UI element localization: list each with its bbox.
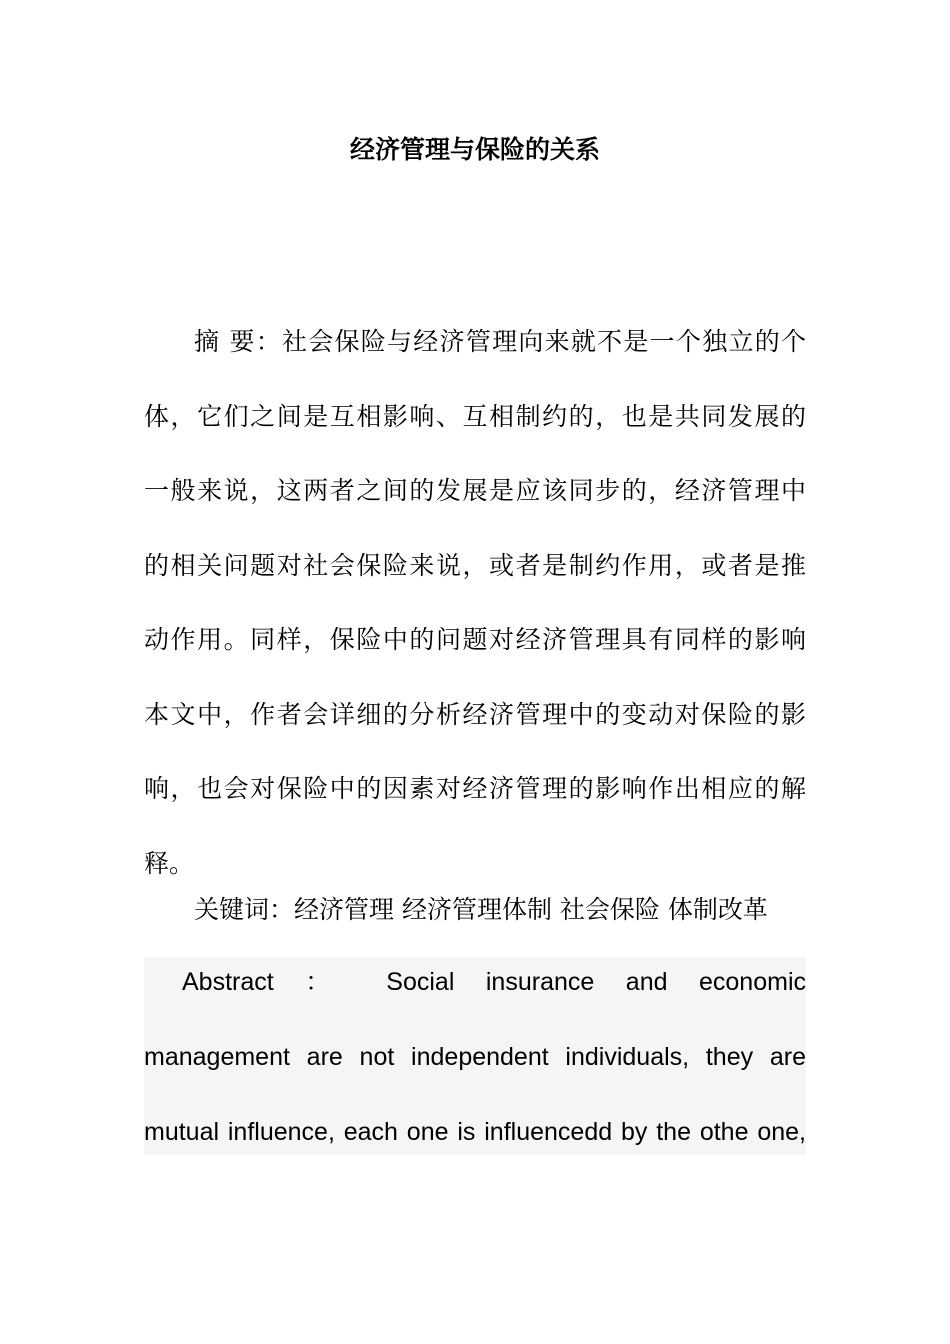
keywords — [194, 890, 768, 930]
abstract-label: 摘 要： — [194, 327, 282, 356]
abstract-line: 释。 — [144, 848, 195, 878]
keywords-label: 关键词： — [194, 895, 295, 924]
abstract-line: 响，也会对保险中的因素对经济管理的影响作出相应的解 — [144, 774, 806, 803]
abstract-line: 本文中，作者会详细的分析经济管理中的变动对保险的影 — [144, 699, 806, 729]
chinese-abstract — [144, 305, 806, 901]
abstract-line: 一般来说，这两者之间的发展是应该同步的，经济管理中 — [144, 476, 806, 505]
abstract-text: 社会保险与经济管理向来就不是一个独立的个 — [282, 327, 806, 356]
english-abstract-line: mutual influence, each one is influencedd by the othe one, — [144, 1118, 806, 1146]
english-abstract — [144, 957, 806, 1155]
english-abstract-line: management are not independent individuals, they are — [144, 1043, 806, 1071]
english-abstract-line: Abstract ： Social insurance and economic — [182, 968, 806, 996]
abstract-line: 的相关问题对社会保险来说，或者是制约作用，或者是推 — [144, 550, 806, 580]
abstract-line: 动作用。同样，保险中的问题对经济管理具有同样的影响 — [144, 625, 806, 654]
abstract-line: 体，它们之间是互相影响、互相制约的，也是共同发展的 — [144, 401, 806, 431]
keywords-values: 经济管理 经济管理体制 社会保险 体制改革 — [294, 895, 768, 924]
document-title: 经济管理与保险的关系 — [349, 135, 600, 164]
abstract-line — [144, 305, 806, 380]
